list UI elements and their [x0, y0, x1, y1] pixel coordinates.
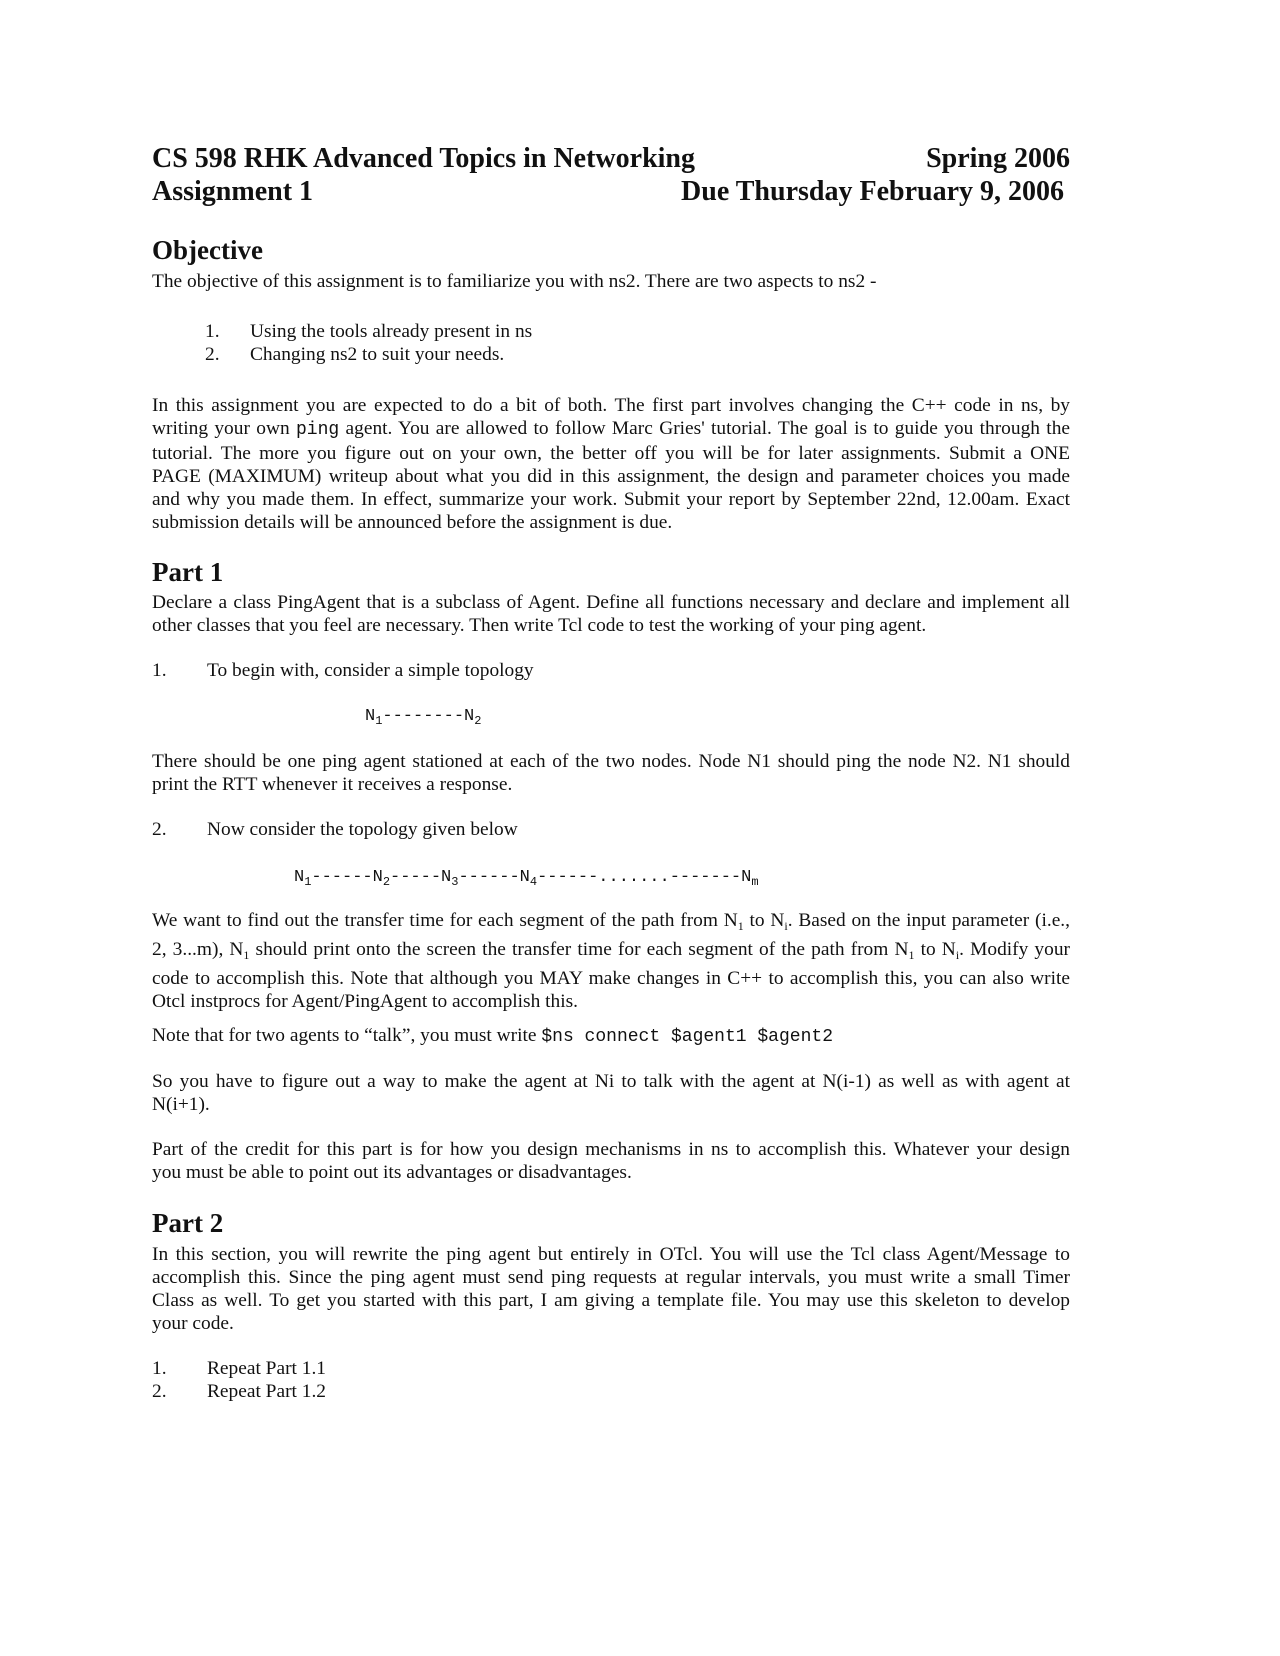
text-line — [152, 1243, 1070, 1266]
text-segment: ------N — [311, 868, 383, 887]
text-segment: writing your own — [152, 418, 296, 439]
text-segment: So you have to figure out a way to make the agent at Ni to talk with the agent at N(i-1) as well as with agent at — [152, 1071, 1070, 1092]
text-segment: N — [294, 868, 305, 887]
text-segment: tutorial. The more you figure out on your own, the better off you will be for later assignments. Submit a ONE — [152, 443, 1070, 464]
text-segment: Part of the credit for this part is for how you design mechanisms in ns to accomplish this. Whatever your design — [152, 1139, 1070, 1160]
text-segment: . Modify your — [959, 939, 1070, 960]
text-segment: ------N — [458, 868, 530, 887]
part2-list — [152, 1357, 1070, 1403]
subscript: 3 — [451, 875, 459, 889]
objective-heading: Objective — [152, 235, 263, 265]
text-line — [152, 591, 1070, 614]
term: Spring 2006 — [926, 143, 1070, 174]
title-line-2 — [152, 175, 1064, 208]
subscript: 1 — [304, 875, 312, 889]
text-line — [152, 511, 1070, 534]
text-segment: Note that for two agents to “talk”, you must write — [152, 1025, 542, 1046]
text-segment: -----N — [390, 868, 452, 887]
list-number: 2. — [152, 1381, 167, 1402]
list-number: 1. — [152, 1358, 167, 1379]
subscript: 1 — [737, 919, 744, 933]
part1-note — [152, 1024, 1070, 1049]
part1-para-4 — [152, 1138, 1070, 1184]
subscript: i — [955, 948, 960, 962]
text-line — [365, 705, 665, 733]
text-line — [152, 488, 1070, 511]
part1-item-1 — [152, 659, 1070, 682]
objective-paragraph — [152, 394, 1070, 534]
text-line — [152, 465, 1070, 488]
text-segment: accomplish this. Since the ping agent must send ping requests at regular intervals, you must write a small Timer — [152, 1267, 1070, 1288]
part1-item-2 — [152, 818, 1070, 841]
text-segment: 2, 3...m), N — [152, 939, 244, 960]
part1-heading: Part 1 — [152, 557, 224, 587]
subscript: 2 — [382, 875, 391, 889]
text-segment: PAGE (MAXIMUM) writeup about what you did in this assignment, the design and parameter choices you made — [152, 466, 1070, 487]
part2-heading: Part 2 — [152, 1208, 224, 1238]
text-segment: In this section, you will rewrite the ping agent but entirely in OTcl. You will use the Tcl class Agent/Message to — [152, 1244, 1070, 1265]
title-line-1 — [152, 142, 1070, 175]
topology-diagram-simple — [365, 705, 665, 733]
assignment-title: Assignment 1 — [152, 176, 314, 207]
list-item — [205, 320, 805, 343]
text-line — [152, 967, 1070, 990]
text-segment: . Based on the input parameter (i.e., — [787, 910, 1070, 931]
list-text: Repeat Part 1.2 — [207, 1381, 327, 1402]
text-segment: other classes that you feel are necessary. Then write Tcl code to test the working of your ping agent. — [152, 615, 927, 636]
code-text: $ns connect $agent1 $agent2 — [541, 1027, 833, 1047]
text-line — [152, 1024, 1070, 1049]
part1-intro — [152, 591, 1070, 637]
text-segment: Otcl instprocs for Agent/PingAgent to accomplish this. — [152, 991, 579, 1012]
text-segment: ------.......-------N — [537, 868, 752, 887]
text-segment: submission details will be announced before the assignment is due. — [152, 512, 673, 533]
list-number: 1. — [205, 321, 220, 342]
text-segment: to N — [743, 910, 785, 931]
text-segment: We want to find out the transfer time for each segment of the path from N — [152, 910, 738, 931]
objective-list — [205, 320, 805, 366]
text-line — [152, 750, 1070, 773]
list-text: Using the tools already present in ns — [250, 321, 533, 342]
text-line — [152, 1266, 1070, 1289]
subscript: i — [784, 919, 788, 933]
part1-para-3 — [152, 1070, 1070, 1116]
text-line — [152, 417, 1070, 442]
text-line — [152, 1138, 1070, 1161]
text-line — [294, 866, 894, 894]
list-text: Changing ns2 to suit your needs. — [250, 344, 505, 365]
text-segment: your code. — [152, 1313, 234, 1334]
due-date: Due Thursday February 9, 2006 — [681, 176, 1064, 207]
text-segment: N — [365, 707, 376, 726]
text-line — [152, 614, 1070, 637]
text-segment: --------N — [382, 707, 475, 726]
list-number: 1. — [152, 660, 167, 681]
part1-para-2 — [152, 909, 1070, 1013]
topology-diagram-chain — [294, 866, 894, 894]
text-segment: In this assignment you are expected to do a bit of both. The first part involves changing the C++ code in ns, by — [152, 395, 1070, 416]
text-line — [152, 938, 1070, 967]
code-text: ping — [295, 420, 340, 440]
text-segment: Class as well. To get you started with this part, I am giving a template file. You may use this skeleton to develop — [152, 1290, 1070, 1311]
subscript: 2 — [474, 714, 482, 728]
subscript: 1 — [243, 948, 250, 962]
part1-para-1 — [152, 750, 1070, 796]
list-text: To begin with, consider a simple topology — [207, 660, 534, 681]
text-segment: agent. You are allowed to follow Marc Gries' tutorial. The goal is to guide you through the — [339, 418, 1070, 439]
text-line — [152, 1312, 1070, 1335]
text-line — [152, 1070, 1070, 1093]
list-item — [205, 343, 805, 366]
text-line — [152, 394, 1070, 417]
subscript: 1 — [908, 948, 915, 962]
text-segment: you must be able to point out its advantages or disadvantages. — [152, 1162, 632, 1183]
text-line — [152, 773, 1070, 796]
text-segment: code to accomplish this. Note that although you MAY make changes in C++ to accomplish this, you can also write — [152, 968, 1070, 989]
objective-intro — [152, 270, 1070, 293]
text-segment: Declare a class PingAgent that is a subclass of Agent. Define all functions necessary and declare and implement all — [152, 592, 1070, 613]
list-number: 2. — [205, 344, 220, 365]
text-line — [152, 1161, 1070, 1184]
text-segment: should print onto the screen the transfer time for each segment of the path from N — [249, 939, 909, 960]
part2-paragraph — [152, 1243, 1070, 1335]
text-line — [152, 442, 1070, 465]
text-segment: The objective of this assignment is to familiarize you with ns2. There are two aspects to ns2 - — [152, 271, 877, 292]
text-line — [152, 1289, 1070, 1312]
course-title: CS 598 RHK Advanced Topics in Networking — [152, 143, 695, 174]
list-number: 2. — [152, 819, 167, 840]
list-text: Repeat Part 1.1 — [207, 1358, 327, 1379]
text-line — [152, 909, 1070, 938]
subscript: 1 — [375, 714, 383, 728]
list-item — [152, 1357, 1070, 1380]
text-segment: to N — [914, 939, 956, 960]
text-segment: N(i+1). — [152, 1094, 210, 1115]
text-line — [152, 270, 1070, 293]
subscript: 4 — [529, 875, 538, 889]
list-item — [152, 1380, 1070, 1403]
subscript: m — [751, 875, 759, 889]
text-segment: print the RTT whenever it receives a response. — [152, 774, 513, 795]
text-line — [152, 990, 1070, 1013]
text-line — [152, 1093, 1070, 1116]
list-text: Now consider the topology given below — [207, 819, 518, 840]
text-segment: There should be one ping agent stationed at each of the two nodes. Node N1 should ping the node N2. N1 should — [152, 751, 1070, 772]
text-segment: and why you made them. In effect, summarize your work. Submit your report by September 22nd, 12.00am. Exact — [152, 489, 1070, 510]
